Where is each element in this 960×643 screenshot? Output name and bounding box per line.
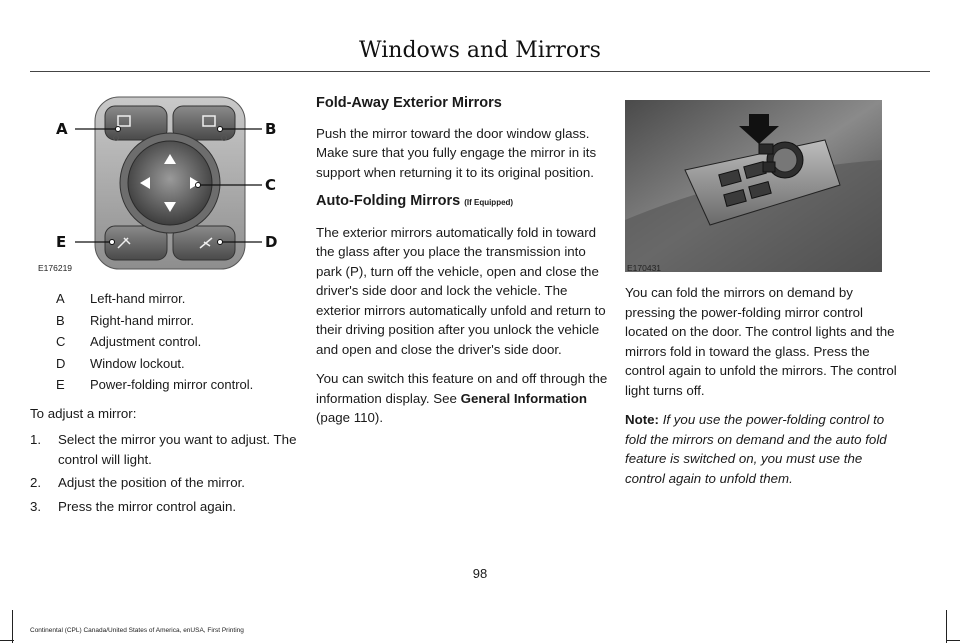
callout-c: C xyxy=(265,176,277,194)
crop-mark xyxy=(0,640,14,641)
legend-row xyxy=(56,374,316,396)
step-text: Adjust the position of the mirror. xyxy=(58,475,245,490)
legend-text: Left-hand mirror. xyxy=(90,291,186,306)
note-label: Note: xyxy=(625,412,659,427)
note xyxy=(625,410,901,488)
callout-e: E xyxy=(56,233,67,251)
footer-text: Continental (CPL) Canada/United States of America, enUSA, First Printing xyxy=(30,627,244,634)
switch-feature-text xyxy=(316,369,608,428)
door-switch-figure xyxy=(625,100,882,272)
legend-key: A xyxy=(56,291,65,306)
page-reference: (page 110). xyxy=(316,410,384,425)
step-item xyxy=(30,430,310,469)
legend xyxy=(56,288,316,396)
figure-id: E176219 xyxy=(38,263,73,273)
auto-fold-heading-text: Auto-Folding Mirrors xyxy=(316,193,461,209)
on-demand-text: You can fold the mirrors on demand by pressing the power-folding mirror control located on the door. The control lights and the mirrors fold in toward the glass. Press the control again to unfold the mirrors. The control light turns off. xyxy=(625,285,897,398)
page-number: 98 xyxy=(472,566,488,581)
callout-b: B xyxy=(265,120,277,138)
legend-key: C xyxy=(56,334,66,349)
general-information-link[interactable]: General Information xyxy=(460,390,587,406)
step-number: 1. xyxy=(30,432,42,447)
adjust-intro: To adjust a mirror: xyxy=(30,406,137,421)
legend-text: Right-hand mirror. xyxy=(90,312,195,328)
legend-key: D xyxy=(56,355,66,371)
legend-row xyxy=(56,353,316,375)
legend-row xyxy=(56,331,316,353)
crop-mark xyxy=(946,640,960,641)
step-text: Press the mirror control again. xyxy=(58,498,237,514)
legend-row xyxy=(56,310,316,332)
auto-fold-text: The exterior mirrors automatically fold in toward the glass after you place the transmission into park (P), turn off the vehicle, open and close the driver's side door and lock the vehicle. The exterior mirrors automatically unfold and return to their driving position after you unlock the vehicle and open and close the driver's side door. xyxy=(316,224,606,357)
crop-mark xyxy=(12,610,13,643)
adjust-steps xyxy=(30,430,310,520)
step-item xyxy=(30,473,310,493)
header-divider xyxy=(30,71,930,72)
middle-column xyxy=(316,94,608,438)
right-column xyxy=(625,283,901,498)
step-item xyxy=(30,497,310,517)
figure-id: E170431 xyxy=(627,263,662,273)
step-number: 3. xyxy=(30,498,42,514)
legend-row xyxy=(56,288,316,310)
legend-text: Adjustment control. xyxy=(90,334,202,349)
fold-away-text: Push the mirror toward the door window glass. Make sure that you fully engage the mirror in its support when returning it to its original position. xyxy=(316,125,597,180)
crop-mark xyxy=(946,610,947,643)
legend-text: Power-folding mirror control. xyxy=(90,377,254,392)
step-number: 2. xyxy=(30,475,42,490)
section-heading-auto-fold xyxy=(316,192,608,213)
callout-d: D xyxy=(265,233,278,251)
legend-text: Window lockout. xyxy=(90,355,185,371)
legend-key: B xyxy=(56,312,65,328)
note-text: If you use the power-folding control to fold the mirrors on demand and the auto fold feature is switched on, you must use the control again to unfold them. xyxy=(625,412,887,486)
section-heading-fold-away: Fold-Away Exterior Mirrors xyxy=(316,95,502,111)
step-text: Select the mirror you want to adjust. The control will light. xyxy=(58,432,297,467)
if-equipped-note: (If Equipped) xyxy=(464,198,514,207)
page-title: Windows and Mirrors xyxy=(359,38,601,63)
door-switch-illustration xyxy=(625,100,882,272)
legend-key: E xyxy=(56,377,65,392)
callout-a: A xyxy=(56,120,68,138)
switch-text: You can switch this feature on and off through the information display. See xyxy=(316,371,608,406)
